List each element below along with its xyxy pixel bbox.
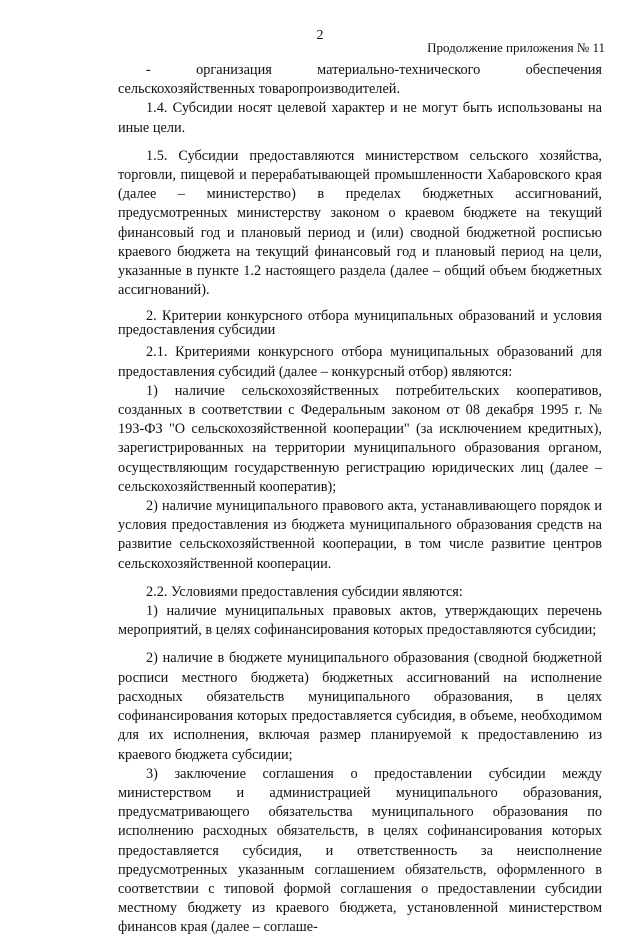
paragraph-2-1-item-1: 1) наличие сельскохозяйственных потребительских кооперативов, созданных в соответствии с Федеральным законом от 08 декабря 1995 г. № 193-ФЗ "О сельскохозяйственной кооперации" (за исключением кредитных), зарегистрированных на территории муниципального образования органом, осуществляющим государственную регистрацию юридических лиц (далее – сельскохозяйственный кооператив);	[118, 382, 602, 495]
appendix-continuation-label: Продолжение приложения № 11	[427, 40, 605, 55]
paragraph-logistics-item: - организация материально-технического обеспечения сельскохозяйственных товаропроизводителей.	[118, 62, 602, 98]
paragraph-2-2: 2.2. Условиями предоставления субсидии являются:	[146, 583, 463, 600]
paragraph-2-1-item-2: 2) наличие муниципального правового акта, устанавливающего порядок и условия предоставления из бюджета муниципального образования средств на развитие сельскохозяйственной кооперации, в том числе развитие центров сельскохозяйственной кооперации.	[118, 498, 602, 572]
page-number: 2	[316, 28, 324, 43]
paragraph-2-2-item-3: 3) заключение соглашения о предоставлении субсидии между министерством и администрацией муниципального образования, предусматривающего обязательства муниципального образования по исполнению расходных обязательств, в целях софинансирования которых предоставляется субсидия, и ответственность за неисполнение предусмотренных указанным соглашением обязательств, оформленного в соответствии с типовой формой соглашения о предоставлении субсидии местному бюджету из краевого бюджета, установленной министерством финансов края (далее – соглаше-	[118, 765, 602, 936]
section-2-heading: 2. Критерии конкурсного отбора муниципальных образований и условия предоставления субсидии	[118, 308, 602, 339]
paragraph-2-1: 2.1. Критериями конкурсного отбора муниципальных образований для предоставления субсидий (далее – конкурсный отбор) являются:	[118, 344, 602, 380]
paragraph-1-5: 1.5. Субсидии предоставляются министерством сельского хозяйства, торговли, пищевой и перерабатывающей промышленности Хабаровского края (далее – министерство) в пределах бюджетных ассигнований, предусмотренных министерству законом о краевом бюджете на текущий финансовый год и плановый период и (или) сводной бюджетной росписью краевого бюджета на текущий финансовый год и плановый период на цели, указанные в пункте 1.2 настоящего раздела (далее – общий объем бюджетных ассигнований).	[118, 147, 602, 299]
paragraph-2-2-item-2: 2) наличие в бюджете муниципального образования (сводной бюджетной росписи местного бюджета) бюджетных ассигнований на исполнение расходных обязательств муниципального образования, в целях софинансирования которых предоставляется субсидия, в объеме, необходимом для их исполнения, включая размер планируемой к предоставлению из краевого бюджета субсидии;	[118, 650, 602, 763]
paragraph-1-4: 1.4. Субсидии носят целевой характер и не могут быть использованы на иные цели.	[118, 100, 602, 136]
document-body	[118, 61, 602, 938]
paragraph-2-2-item-1: 1) наличие муниципальных правовых актов, утверждающих перечень мероприятий, в целях софинансирования которых предоставляются субсидии;	[118, 603, 602, 639]
